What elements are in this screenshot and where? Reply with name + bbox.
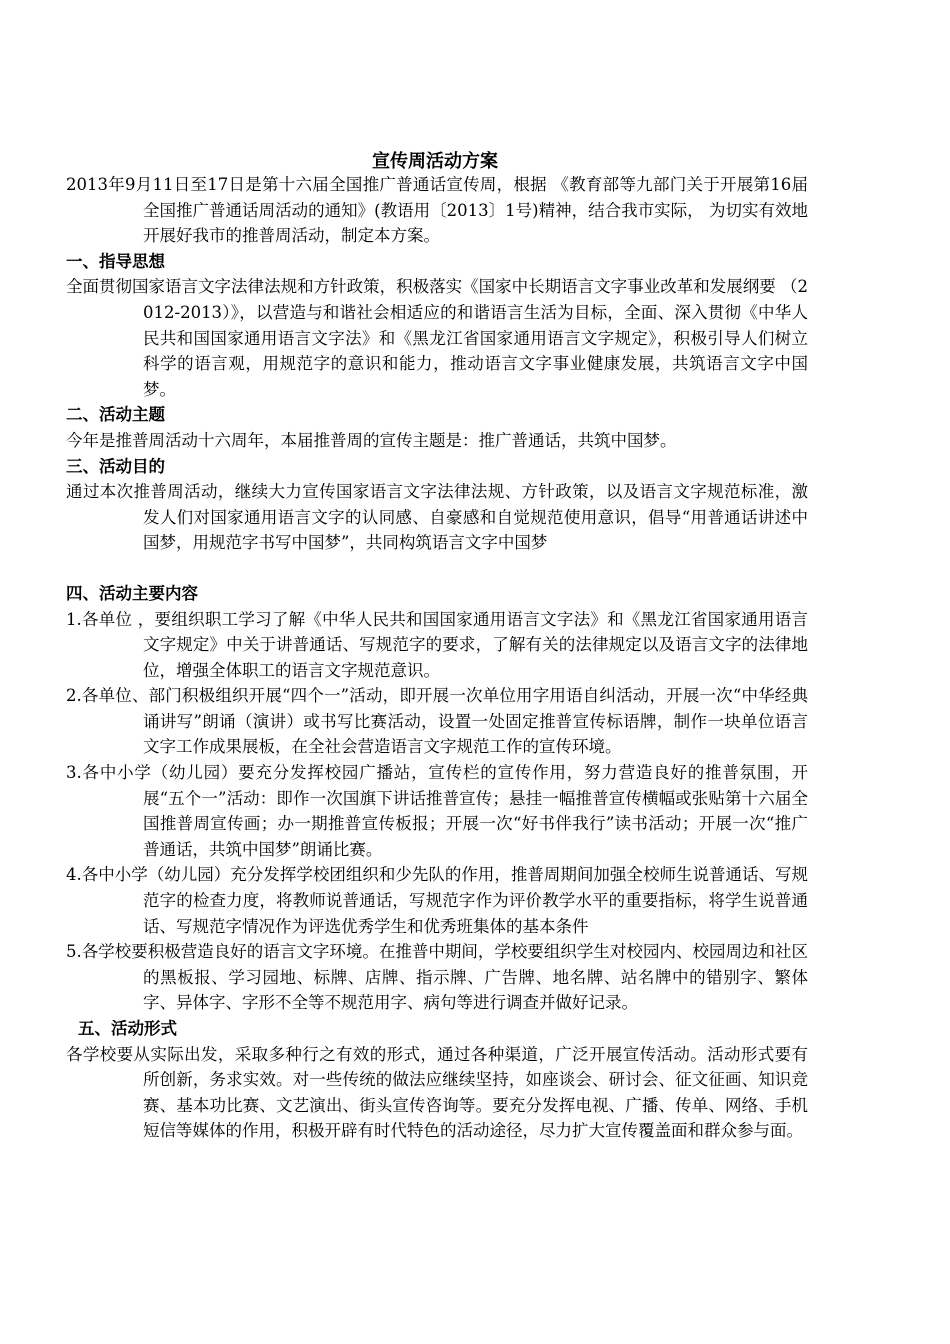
section-paragraph: 今年是推普周活动十六周年，本届推普周的宣传主题是：推广普通话，共筑中国梦。 bbox=[66, 430, 677, 450]
document-title: 宣传周活动方案 bbox=[372, 151, 498, 172]
document-body bbox=[66, 172, 808, 1144]
list-item: 1.各单位 ，要组织职工学习了解《中华人民共和国国家通用语言文字法》和《黑龙江省国家通用语言文字规定》中关于讲普通话、写规范字的要求，了解有关的法律规定以及语言文字的法律地位，增强全体职工的语言文字规范意识。 bbox=[66, 609, 808, 680]
list-item: 5.各学校要积极营造良好的语言文字环境。在推普中期间，学校要组织学生对校园内、校园周边和社区的黑板报、学习园地、标牌、店牌、指示牌、广告牌、地名牌、站名牌中的错别字、繁体字、异体字、字形不全等不规范用字、病句等进行调查并做好记录。 bbox=[66, 942, 808, 1013]
section-heading-activity-purpose: 三、活动目的 bbox=[66, 456, 165, 476]
section-heading-activity-theme: 二、活动主题 bbox=[66, 405, 165, 425]
list-item: 4.各中小学（幼儿园）充分发挥学校团组织和少先队的作用，推普周期间加强全校师生说普通话、写规范字的检查力度，将教师说普通话，写规范字作为评价教学水平的重要指标，将学生说普通话、写规范字情况作为评选优秀学生和优秀班集体的基本条件 bbox=[66, 865, 808, 936]
section-heading-guiding-ideology: 一、指导思想 bbox=[66, 251, 165, 271]
list-item: 2.各单位、部门积极组织开展“四个一”活动，即开展一次单位用字用语自纠活动，开展一次“中华经典诵讲写”朗诵（演讲）或书写比赛活动，设置一处固定推普宣传标语牌，制作一块单位语言文字工作成果展板，在全社会营造语言文字规范工作的宣传环境。 bbox=[66, 686, 808, 757]
section-heading-main-content: 四、活动主要内容 bbox=[66, 583, 198, 603]
section-heading-activity-form: 五、活动形式 bbox=[78, 1019, 177, 1038]
section-paragraph: 通过本次推普周活动，继续大力宣传国家语言文字法律法规、方针政策，以及语言文字规范标准，激发人们对国家通用语言文字的认同感、自豪感和自觉规范使用意识，倡导“用普通话讲述中国梦，用规范字书写中国梦”，共同构筑语言文字中国梦 bbox=[66, 482, 808, 553]
intro-paragraph: 2013年9月11日至17日是第十六届全国推广普通话宣传周，根据 《教育部等九部门关于开展第16届全国推广普通话周活动的通知》(教语用〔2013〕1号)精神，结合我市实际， 为切实有效地开展好我市的推普周活动，制定本方案。 bbox=[66, 175, 808, 246]
section-paragraph: 全面贯彻国家语言文字法律法规和方针政策，积极落实《国家中长期语言文字事业改革和发展纲要 （2012-2013）》，以营造与和谐社会相适应的和谐语言生活为目标，全面、深入贯彻《中华人民共和国国家通用语言文字法》和《黑龙江省国家通用语言文字规定》，积极引导人们树立科学的语言观，用规范字的意识和能力，推动语言文字事业健康发展，共筑语言文字中国梦。 bbox=[66, 277, 808, 399]
section-paragraph: 各学校要从实际出发，采取多种行之有效的形式，通过各种渠道，广泛开展宣传活动。活动形式要有所创新，务求实效。对一些传统的做法应继续坚持，如座谈会、研讨会、征文征画、知识竞赛、基本功比赛、文艺演出、街头宣传咨询等。要充分发挥电视、广播、传单、网络、手机短信等媒体的作用，积极开辟有时代特色的活动途径，尽力扩大宣传覆盖面和群众参与面。 bbox=[66, 1044, 808, 1141]
spacer bbox=[66, 556, 808, 581]
list-item: 3.各中小学（幼儿园）要充分发挥校园广播站，宣传栏的宣传作用，努力营造良好的推普氛围，开展“五个一”活动：即作一次国旗下讲话推普宣传；悬挂一幅推普宣传横幅或张贴第十六届全国推普周宣传画；办一期推普宣传板报；开展一次“好书伴我行”读书活动；开展一次“推广普通话，共筑中国梦”朗诵比赛。 bbox=[66, 763, 808, 859]
